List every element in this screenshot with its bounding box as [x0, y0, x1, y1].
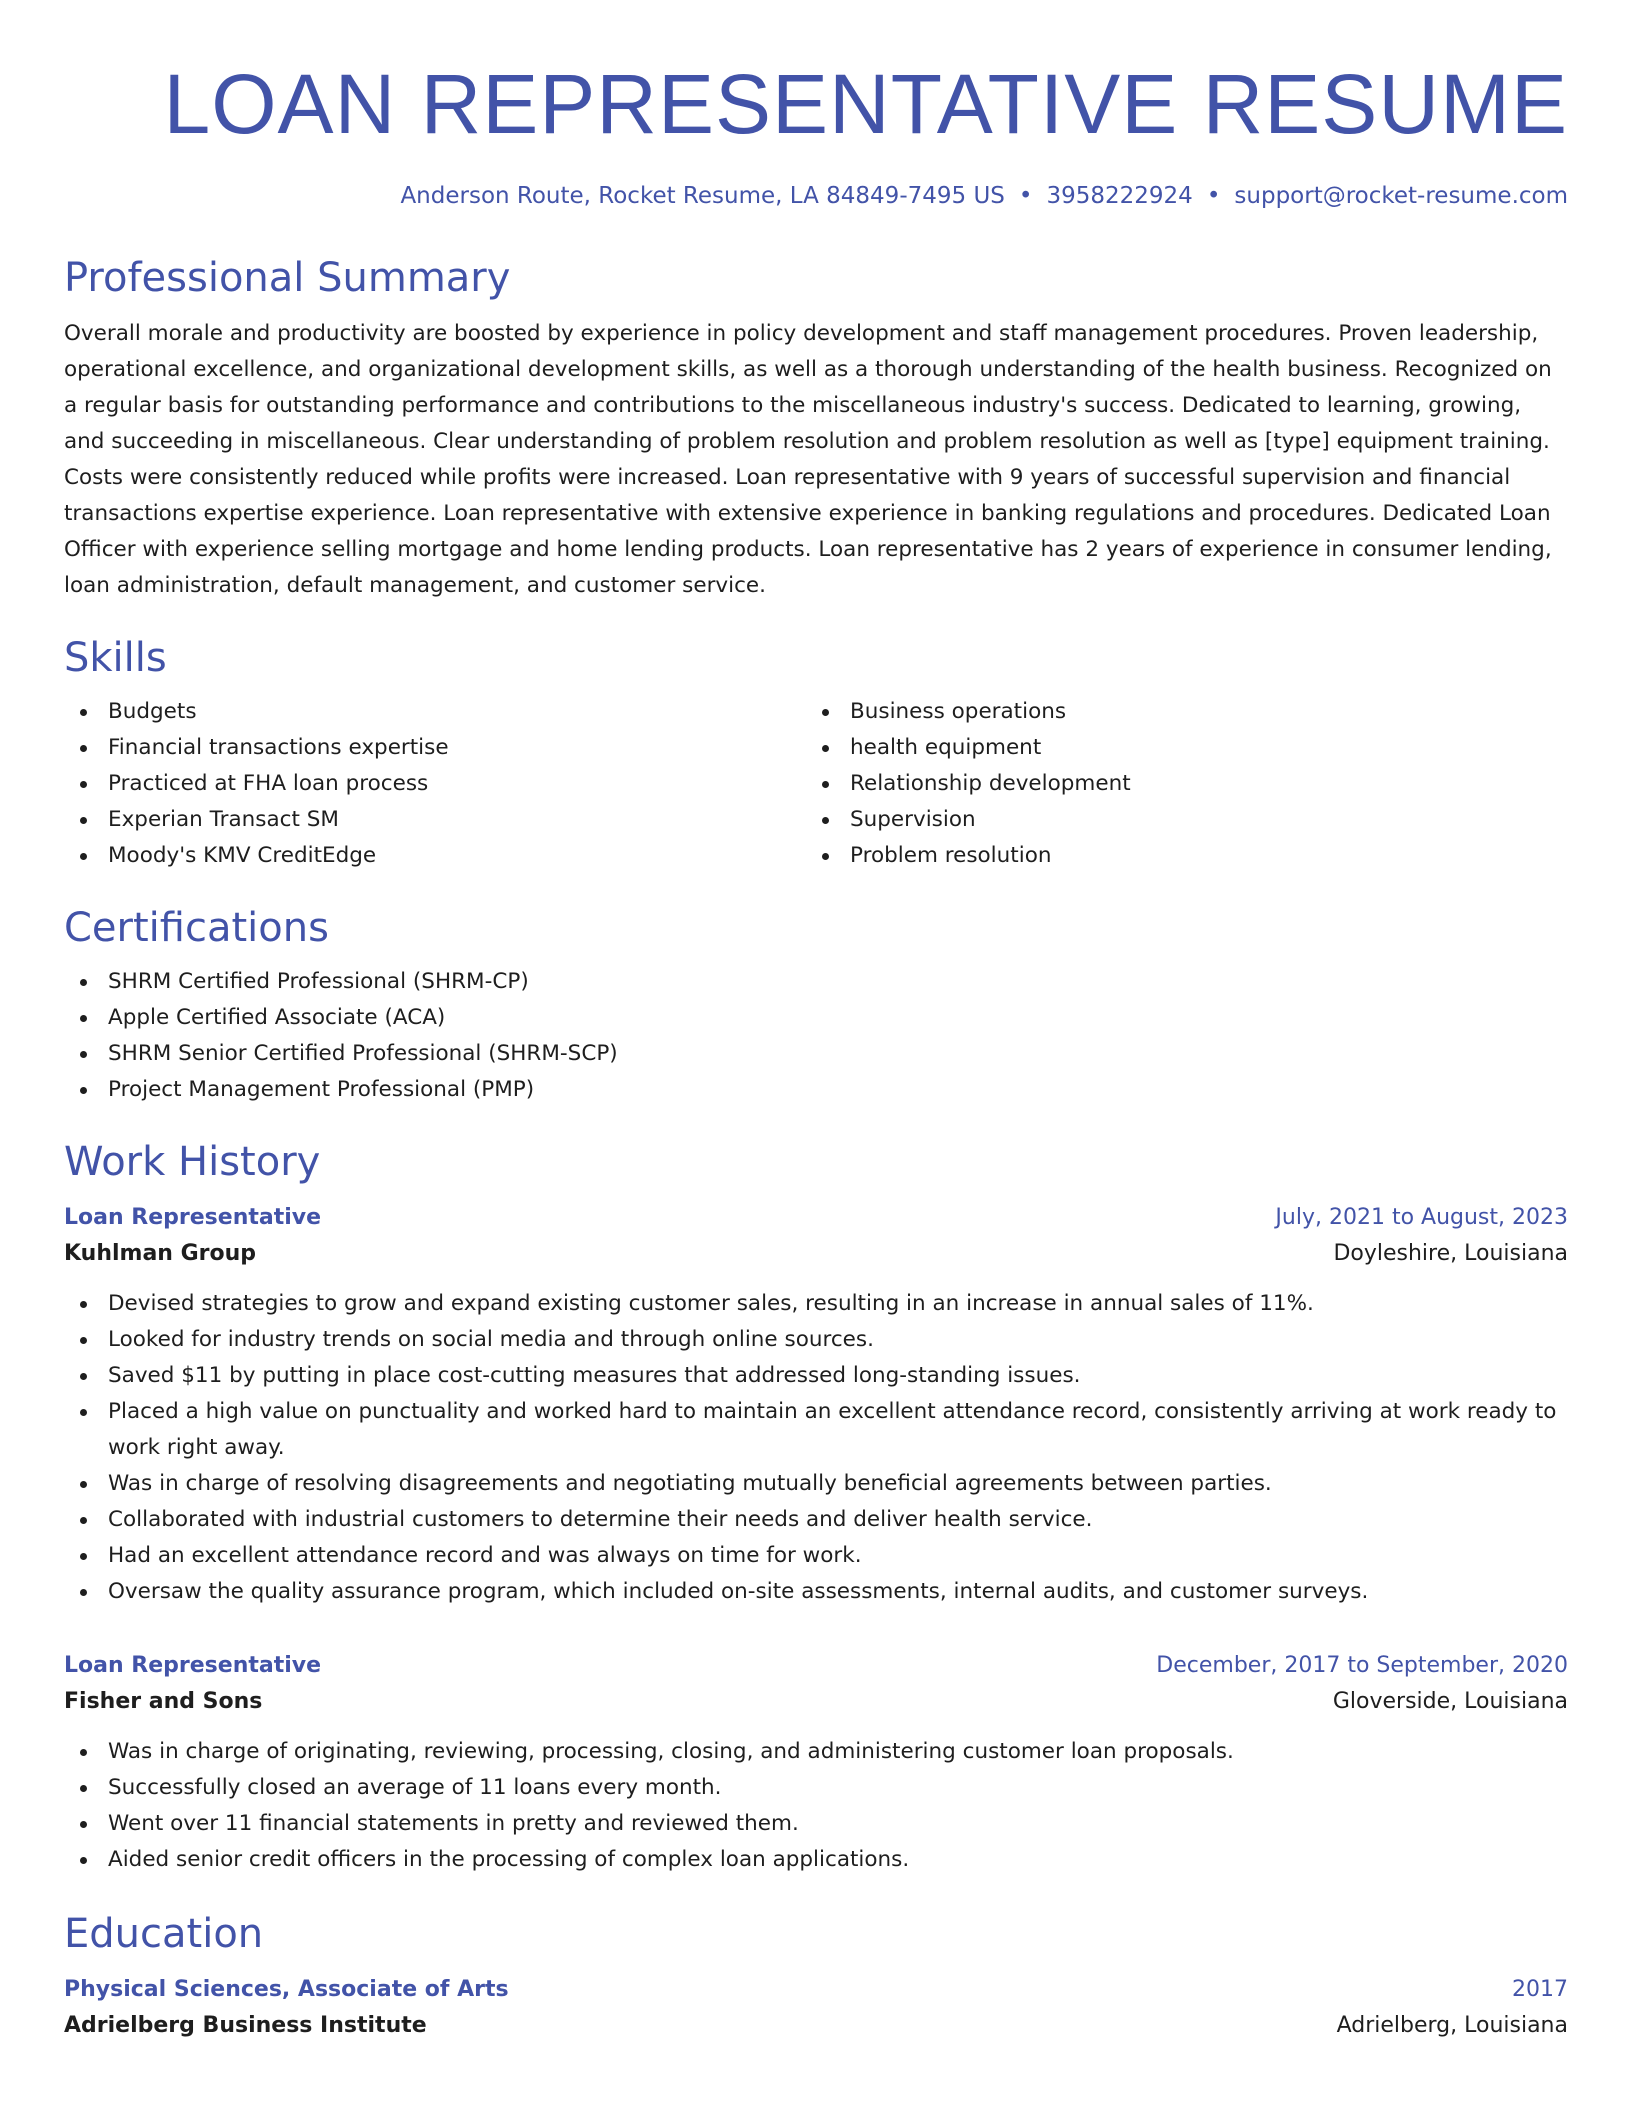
resume-page [64, 0, 1568, 2046]
skills-list-left [64, 694, 806, 874]
certifications-heading: Certifications [64, 905, 329, 951]
certification-item: Project Management Professional (PMP) [64, 1072, 1568, 1108]
job-bullet: Was in charge of originating, reviewing, processing, closing, and administering customer loan proposals. [64, 1734, 1568, 1770]
skill-item: Practiced at FHA loan process [64, 766, 806, 802]
education-location: Adrielberg, Louisiana [1336, 2013, 1568, 2038]
job-bullet: Aided senior credit officers in the processing of complex loan applications. [64, 1842, 1568, 1878]
education-heading: Education [64, 1911, 264, 1957]
skill-item: Financial transactions expertise [64, 730, 806, 766]
job-bullet: Looked for industry trends on social media and through online sources. [64, 1322, 1568, 1358]
education-degree: Physical Sciences, Associate of Arts [64, 1977, 509, 2002]
job-location: Gloverside, Louisiana [1332, 1689, 1568, 1714]
job-dates: December, 2017 to September, 2020 [1156, 1653, 1568, 1678]
education-entry [64, 1974, 1568, 2046]
job-entry [64, 1202, 1568, 1610]
skill-item: Experian Transact SM [64, 802, 806, 838]
resume-title: LOAN REPRESENTATIVE RESUME [163, 57, 1568, 151]
job-company: Kuhlman Group [64, 1241, 257, 1266]
job-bullet: Saved $11 by putting in place cost-cutting measures that addressed long-standing issues. [64, 1358, 1568, 1394]
certification-item: Apple Certified Associate (ACA) [64, 1000, 1568, 1036]
summary-text: Overall morale and productivity are boosted by experience in policy development and staff management procedures. Proven leadership, operational excellence, and organizational development skills, as well as a thorough understanding of the health business. Recognized on a regular basis for outstanding performance and contributions to the miscellaneous industry's success. Dedicated to learning, growing, and succeeding in miscellaneous. Clear understanding of problem resolution and problem resolution as well as [type] equipment training. Costs were consistently reduced while profits were increased. Loan representative with 9 years of successful supervision and financial transactions expertise experience. Loan representative with extensive experience in banking regulations and procedures. Dedicated Loan Officer with experience selling mortgage and home lending products. Loan representative has 2 years of experience in consumer lending, loan administration, default management, and customer service. [64, 321, 1552, 598]
contact-separator: • [1018, 183, 1033, 209]
education-school: Adrielberg Business Institute [64, 2013, 427, 2038]
job-bullets [64, 1286, 1568, 1610]
job-header-row [64, 1202, 1568, 1234]
job-bullet: Placed a high value on punctuality and worked hard to maintain an excellent attendance record, consistently arriving at work ready to work right away. [64, 1394, 1568, 1466]
job-company: Fisher and Sons [64, 1689, 263, 1714]
job-header-row [64, 1650, 1568, 1682]
job-title: Loan Representative [64, 1653, 322, 1678]
certification-item: SHRM Senior Certified Professional (SHRM-SCP) [64, 1036, 1568, 1072]
certification-item: SHRM Certified Professional (SHRM-CP) [64, 964, 1568, 1000]
job-bullet: Had an excellent attendance record and was always on time for work. [64, 1538, 1568, 1574]
job-bullet: Devised strategies to grow and expand existing customer sales, resulting in an increase in annual sales of 11%. [64, 1286, 1568, 1322]
job-bullet: Went over 11 financial statements in pretty and reviewed them. [64, 1806, 1568, 1842]
skill-item: Budgets [64, 694, 806, 730]
certifications-list [64, 964, 1568, 1108]
job-entry [64, 1650, 1568, 1878]
job-bullet: Successfully closed an average of 11 loans every month. [64, 1770, 1568, 1806]
education-header-row [64, 1974, 1568, 2006]
job-location: Doyleshire, Louisiana [1333, 1241, 1568, 1266]
skills-list-right [806, 694, 1548, 874]
education-year: 2017 [1512, 1977, 1568, 2002]
job-bullets [64, 1734, 1568, 1878]
work-history-heading: Work History [64, 1139, 321, 1185]
contact-phone: 3958222924 [1046, 183, 1193, 209]
contact-separator: • [1206, 183, 1221, 209]
skill-item: Problem resolution [806, 838, 1548, 874]
job-bullet: Collaborated with industrial customers to determine their needs and deliver health service. [64, 1502, 1568, 1538]
summary-heading: Professional Summary [64, 255, 511, 301]
job-title: Loan Representative [64, 1205, 322, 1230]
skills-column-left [64, 694, 806, 874]
skills-column-right [806, 694, 1548, 874]
job-bullet: Oversaw the quality assurance program, which included on-site assessments, internal audits, and customer surveys. [64, 1574, 1568, 1610]
job-bullet: Was in charge of resolving disagreements and negotiating mutually beneficial agreements between parties. [64, 1466, 1568, 1502]
job-company-row [64, 1682, 1568, 1722]
skill-item: Moody's KMV CreditEdge [64, 838, 806, 874]
education-school-row [64, 2006, 1568, 2046]
skills-grid [64, 694, 1568, 874]
job-company-row [64, 1234, 1568, 1274]
job-dates: July, 2021 to August, 2023 [1275, 1205, 1568, 1230]
skill-item: health equipment [806, 730, 1548, 766]
skills-heading: Skills [64, 635, 167, 681]
skill-item: Business operations [806, 694, 1548, 730]
skill-item: Supervision [806, 802, 1548, 838]
contact-line [64, 180, 1568, 212]
contact-address: Anderson Route, Rocket Resume, LA 84849-7495 US [400, 183, 1005, 209]
skill-item: Relationship development [806, 766, 1548, 802]
contact-email: support@rocket-resume.com [1234, 183, 1568, 209]
